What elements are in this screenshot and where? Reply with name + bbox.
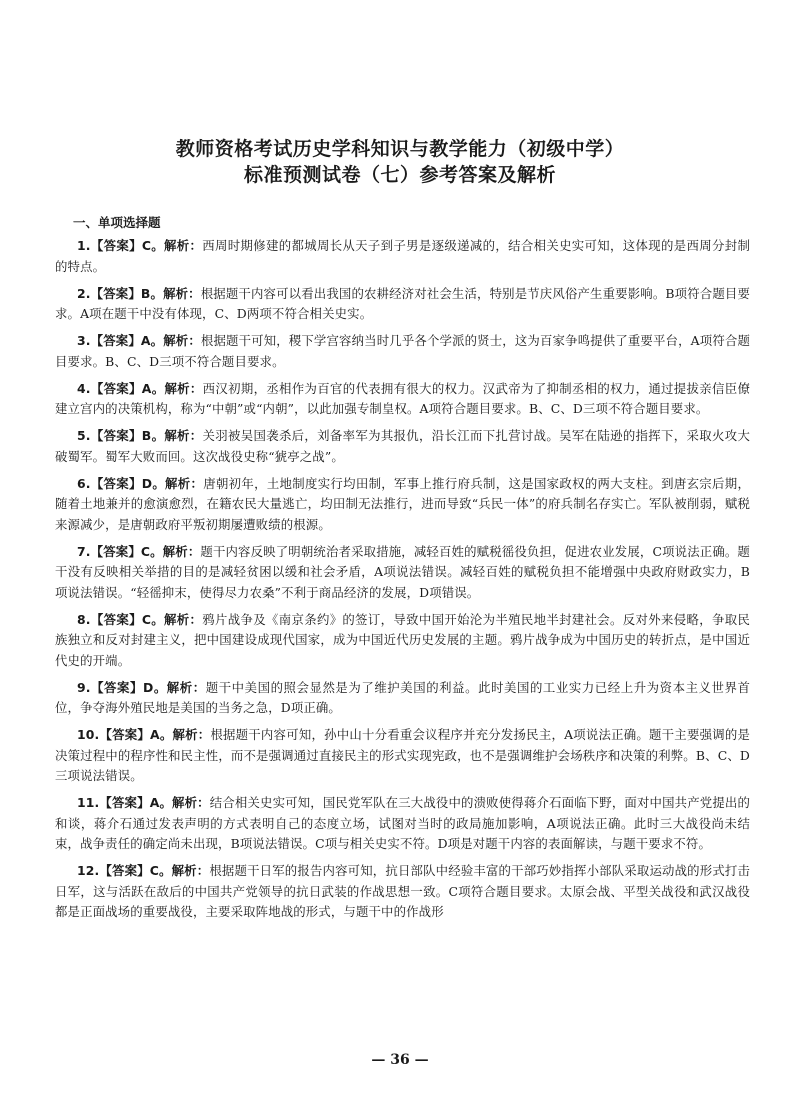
answer-key: D。 [141, 475, 166, 491]
answer-key: A。 [149, 795, 173, 810]
answer-tag: 【答案】 [90, 238, 142, 253]
answer-key: C。 [141, 611, 165, 627]
answer-item-2 [55, 284, 750, 325]
answer-tag: 【答案】 [90, 380, 142, 396]
answer-tag: 【答案】 [90, 611, 142, 627]
answer-item-9 [55, 678, 750, 719]
answer-item-7 [55, 542, 750, 604]
answer-item-11 [55, 793, 750, 855]
answer-key: C。 [140, 543, 163, 559]
answer-key: C。 [149, 863, 172, 878]
analysis-text: 根据题干可知，稷下学宫容纳当时几乎各个学派的贤士，这为百家争鸣提供了重要平台，A项符合题目要求。B、C、D三项不符合题目要求。 [55, 333, 750, 369]
title-line-2: 标准预测试卷（七）参考答案及解析 [243, 164, 556, 186]
answer-tag: 【答案】 [90, 285, 141, 301]
answer-number: 6. [77, 475, 91, 491]
answer-tag: 【答案】 [99, 727, 151, 742]
analysis-label: 解析： [166, 679, 206, 695]
answer-tag: 【答案】 [90, 679, 143, 695]
analysis-label: 解析： [162, 543, 201, 559]
answer-item-5 [55, 426, 750, 467]
section-heading: 一、单项选择题 [73, 215, 161, 230]
analysis-label: 解析： [172, 795, 210, 810]
analysis-label: 解析： [164, 238, 203, 253]
analysis-text: 结合相关史实可知，国民党军队在三大战役中的溃败使得蒋介石面临下野，面对中国共产党提出的和谈，蒋介石通过发表声明的方式表明自己的态度立场，试图对当时的政局施加影响，A项说法正确。此时三大战役尚未结束，战争责任的确定尚未出现，B项说法错误。C项与相关史实不符。D项是对题干内容的表面解读，与题干要求不符。 [55, 795, 751, 851]
answer-number: 11. [77, 795, 100, 810]
answer-key: B。 [141, 428, 165, 443]
analysis-label: 解析： [164, 611, 203, 627]
answer-key: D。 [142, 679, 167, 695]
answer-tag: 【答案】 [90, 475, 142, 491]
answer-tag: 【答案】 [99, 863, 150, 878]
analysis-label: 解析： [172, 727, 211, 742]
answer-item-6 [55, 474, 750, 536]
answer-item-10 [55, 725, 750, 787]
title-line-1: 教师资格考试历史学科知识与教学能力（初级中学） [175, 138, 625, 160]
analysis-text: 鸦片战争及《南京条约》的签订，导致中国开始沦为半殖民地半封建社会。反对外来侵略，争取民族独立和反对封建主义，把中国建设成现代国家，成为中国近代历史发展的主题。鸦片战争成为中国历史的转折点，是中国近代史的开端。 [55, 611, 751, 668]
answer-item-4 [55, 379, 750, 420]
page-number: — 36 — [371, 1052, 429, 1068]
answer-number: 5. [77, 428, 91, 443]
answer-number: 9. [77, 679, 91, 695]
answer-item-1 [55, 236, 750, 277]
answer-key: A。 [141, 380, 165, 396]
answer-tag: 【答案】 [90, 333, 141, 348]
analysis-label: 解析： [171, 863, 210, 878]
analysis-label: 解析： [163, 285, 201, 301]
answer-tag: 【答案】 [90, 428, 142, 443]
answer-number: 12. [77, 863, 100, 878]
analysis-text: 根据题干日军的报告内容可知，抗日部队中经验丰富的干部巧妙指挥小部队采取运动战的形式打击日军，这与活跃在敌后的中国共产党领导的抗日武装的作战思想一致。C项符合题目要求。太原会战、平型关战役和武汉战役都是正面战场的重要战役，主要采取阵地战的形式，与题干中的作战形 [55, 863, 751, 919]
analysis-text: 根据题干内容可以看出我国的农耕经济对社会生活，特别是节庆风俗产生重要影响。B项符合题目要求。A项在题干中没有体现，C、D两项不符合相关史实。 [55, 285, 750, 321]
analysis-text: 关羽被吴国袭杀后，刘备率军为其报仇，沿长江而下扎营讨战。吴军在陆逊的指挥下，采取火攻大破蜀军。蜀军大败而回。这次战役史称“猇亭之战”。 [55, 428, 750, 464]
answer-key: C。 [141, 238, 165, 253]
answer-number: 4. [77, 380, 91, 396]
document-title [0, 136, 800, 188]
analysis-text: 唐朝初年，土地制度实行均田制，军事上推行府兵制，这是国家政权的两大支柱。到唐玄宗后期，随着土地兼并的愈演愈烈，在籍农民大量逃亡，均田制无法推行，进而导致“兵民一体”的府兵制名存实亡。军队被削弱，赋税来源减少，是唐朝政府平叛初期屡遭败绩的根源。 [55, 475, 750, 532]
answer-item-12 [55, 861, 750, 923]
answer-tag: 【答案】 [90, 543, 141, 559]
answer-key: A。 [140, 333, 164, 348]
analysis-text: 题干内容反映了明朝统治者采取措施，减轻百姓的赋税徭役负担，促进农业发展，C项说法正确。题干没有反映相关举措的目的是减轻贫困以缓和社会矛盾，A项说法错误。减轻百姓的赋税负担不能增强中央政府财政实力，B项说法错误。“轻徭抑末，使得尽力农桑”不利于商品经济的发展，D项错误。 [55, 543, 750, 600]
answer-item-3 [55, 331, 750, 372]
analysis-label: 解析： [165, 475, 204, 491]
answer-number: 3. [77, 333, 91, 348]
analysis-label: 解析： [164, 428, 203, 443]
analysis-label: 解析： [164, 380, 203, 396]
answer-list [55, 236, 750, 929]
answer-number: 10. [77, 727, 100, 742]
analysis-text: 西周时期修建的都城周长从天子到子男是逐级递减的，结合相关史实可知，这体现的是西周分封制的特点。 [55, 238, 751, 274]
analysis-label: 解析： [163, 333, 201, 348]
answer-tag: 【答案】 [99, 795, 150, 810]
analysis-text: 题干中美国的照会显然是为了维护美国的利益。此时美国的工业实力已经上升为资本主义世界首位，争夺海外殖民地是美国的当务之急，D项正确。 [55, 679, 750, 715]
answer-item-8 [55, 610, 750, 672]
answer-number: 8. [77, 611, 91, 627]
answer-number: 1. [77, 238, 91, 253]
answer-key: B。 [140, 285, 164, 301]
answer-number: 2. [77, 285, 91, 301]
answer-number: 7. [77, 543, 91, 559]
analysis-text: 根据题干内容可知，孙中山十分看重会议程序并充分发扬民主，A项说法正确。题干主要强调的是决策过程中的程序性和民主性，而不是强调通过直接民主的形式实现宪政，也不是强调维护会场秩序和决策的利弊。B、C、D三项说法错误。 [55, 727, 751, 783]
answer-key: A。 [150, 727, 173, 742]
analysis-text: 西汉初期，丞相作为百官的代表拥有很大的权力。汉武帝为了抑制丞相的权力，通过提拔亲信臣僚建立宫内的决策机构，称为“中朝”或“内朝”，以此加强专制皇权。A项符合题目要求。B、C、D三项不符合题目要求。 [55, 380, 751, 416]
